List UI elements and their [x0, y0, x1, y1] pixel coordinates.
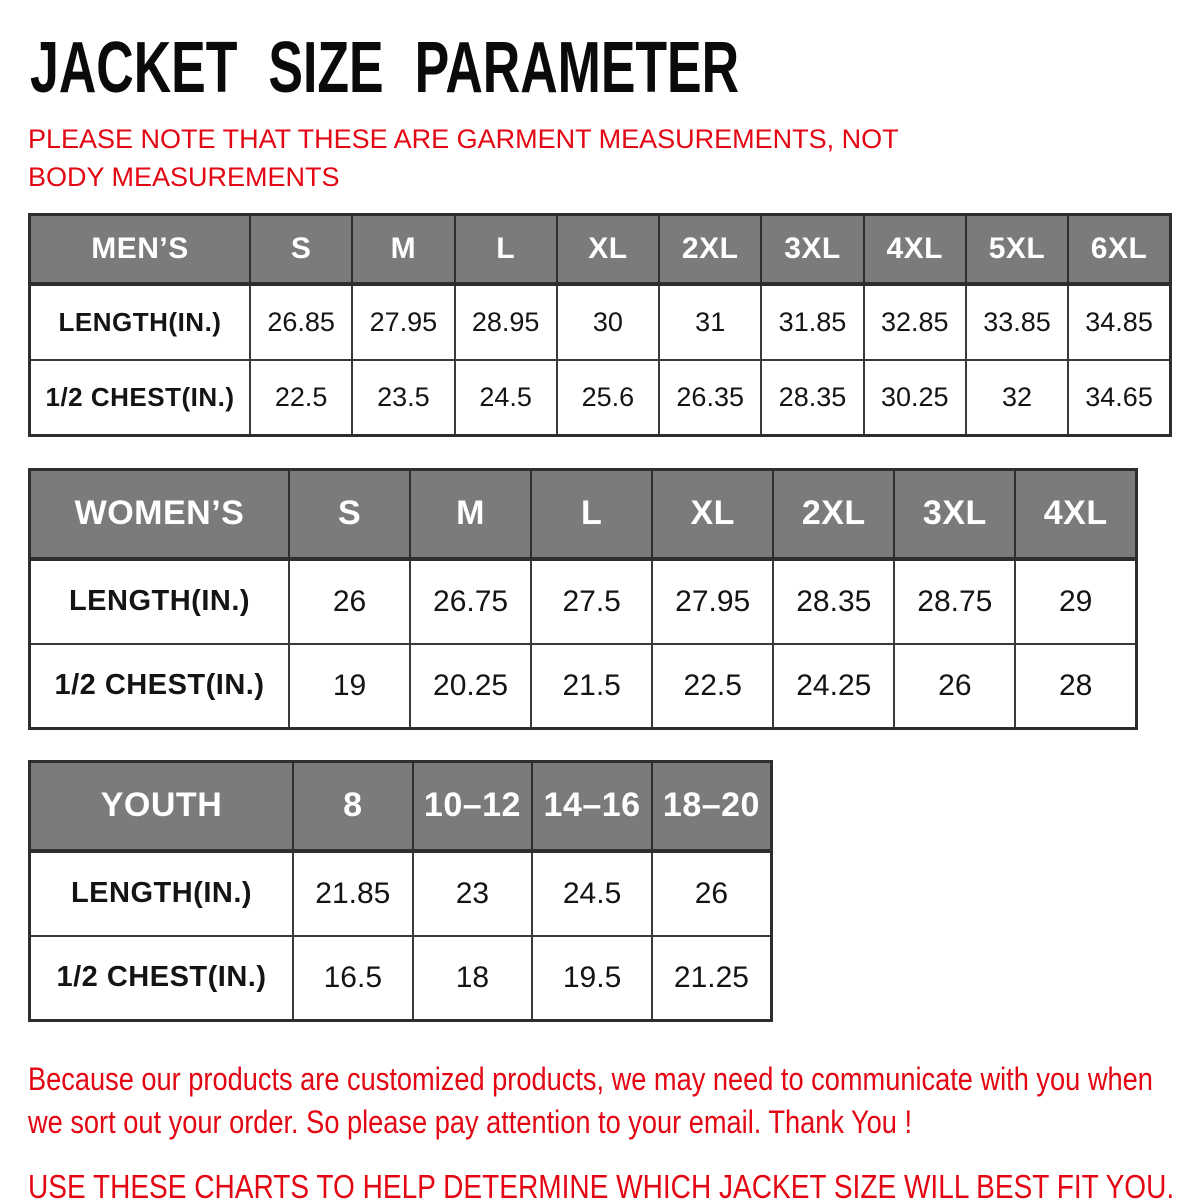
womens-group-header: WOMEN’S	[30, 469, 290, 559]
youth-size-column-header: 14–16	[532, 761, 652, 851]
womens-size-column-header: 2XL	[773, 469, 894, 559]
womens-size-value-cell: 27.5	[531, 559, 652, 644]
mens-size-table	[28, 213, 1172, 437]
womens-row-label: LENGTH(IN.)	[30, 559, 290, 644]
youth-size-value-cell: 18	[413, 936, 533, 1021]
mens-size-value-cell: 26.35	[659, 360, 761, 436]
youth-header-row	[30, 761, 772, 851]
mens-size-value-cell: 30.25	[864, 360, 966, 436]
youth-size-value-cell: 16.5	[293, 936, 413, 1021]
youth-group-header: YOUTH	[30, 761, 294, 851]
chart-usage-note: USE THESE CHARTS TO HELP DETERMINE WHICH JACKET SIZE WILL BEST FIT YOU.	[28, 1167, 1175, 1200]
youth-size-table	[28, 760, 773, 1022]
mens-size-value-cell: 24.5	[455, 360, 557, 436]
womens-size-value-cell: 26	[894, 644, 1015, 729]
mens-group-header: MEN’S	[30, 214, 251, 284]
womens-size-value-cell: 24.25	[773, 644, 894, 729]
mens-size-value-cell: 31	[659, 284, 761, 360]
mens-size-column-header: 6XL	[1068, 214, 1170, 284]
youth-size-value-cell: 21.25	[652, 936, 772, 1021]
mens-size-value-cell: 23.5	[352, 360, 454, 436]
womens-size-column-header: 3XL	[894, 469, 1015, 559]
youth-measurement-row	[30, 936, 772, 1021]
youth-size-value-cell: 21.85	[293, 851, 413, 936]
womens-size-value-cell: 27.95	[652, 559, 773, 644]
womens-size-value-cell: 19	[289, 644, 410, 729]
mens-size-column-header: 2XL	[659, 214, 761, 284]
mens-size-value-cell: 32.85	[864, 284, 966, 360]
mens-size-value-cell: 30	[557, 284, 659, 360]
womens-size-column-header: 4XL	[1015, 469, 1136, 559]
mens-size-value-cell: 26.85	[250, 284, 352, 360]
womens-row-label: 1/2 CHEST(IN.)	[30, 644, 290, 729]
youth-size-value-cell: 24.5	[532, 851, 652, 936]
youth-size-column-header: 8	[293, 761, 413, 851]
mens-header-row	[30, 214, 1171, 284]
womens-size-value-cell: 21.5	[531, 644, 652, 729]
mens-size-value-cell: 34.65	[1068, 360, 1170, 436]
womens-header-row	[30, 469, 1137, 559]
youth-row-label: LENGTH(IN.)	[30, 851, 294, 936]
womens-size-value-cell: 22.5	[652, 644, 773, 729]
youth-size-column-header: 10–12	[413, 761, 533, 851]
youth-size-value-cell: 23	[413, 851, 533, 936]
mens-size-value-cell: 28.35	[761, 360, 863, 436]
womens-size-value-cell: 26	[289, 559, 410, 644]
mens-size-value-cell: 34.85	[1068, 284, 1170, 360]
youth-size-value-cell: 19.5	[532, 936, 652, 1021]
womens-size-value-cell: 28.75	[894, 559, 1015, 644]
mens-size-value-cell: 31.85	[761, 284, 863, 360]
youth-size-value-cell: 26	[652, 851, 772, 936]
womens-size-column-header: XL	[652, 469, 773, 559]
mens-size-column-header: XL	[557, 214, 659, 284]
mens-size-value-cell: 33.85	[966, 284, 1068, 360]
mens-size-column-header: 4XL	[864, 214, 966, 284]
womens-size-column-header: L	[531, 469, 652, 559]
womens-size-column-header: S	[289, 469, 410, 559]
womens-measurement-row	[30, 644, 1137, 729]
mens-size-column-header: 5XL	[966, 214, 1068, 284]
womens-size-value-cell: 28.35	[773, 559, 894, 644]
page-title: JACKET SIZE PARAMETER	[30, 28, 740, 108]
youth-size-column-header: 18–20	[652, 761, 772, 851]
mens-size-value-cell: 28.95	[455, 284, 557, 360]
womens-size-value-cell: 20.25	[410, 644, 531, 729]
womens-size-column-header: M	[410, 469, 531, 559]
youth-row-label: 1/2 CHEST(IN.)	[30, 936, 294, 1021]
mens-size-column-header: S	[250, 214, 352, 284]
garment-measurement-note: PLEASE NOTE THAT THESE ARE GARMENT MEASUREMENTS, NOT BODY MEASUREMENTS	[28, 124, 899, 193]
customization-notice: Because our products are customized products, we may need to communicate with you when we sort out your order. So please pay attention to your email. Thank You !	[28, 1060, 1153, 1141]
mens-size-column-header: L	[455, 214, 557, 284]
mens-row-label: LENGTH(IN.)	[30, 284, 251, 360]
womens-size-value-cell: 29	[1015, 559, 1136, 644]
womens-measurement-row	[30, 559, 1137, 644]
womens-size-table	[28, 468, 1138, 730]
mens-measurement-row	[30, 360, 1171, 436]
mens-row-label: 1/2 CHEST(IN.)	[30, 360, 251, 436]
mens-size-value-cell: 32	[966, 360, 1068, 436]
womens-size-value-cell: 26.75	[410, 559, 531, 644]
mens-size-column-header: M	[352, 214, 454, 284]
mens-size-value-cell: 27.95	[352, 284, 454, 360]
mens-size-value-cell: 22.5	[250, 360, 352, 436]
mens-measurement-row	[30, 284, 1171, 360]
mens-size-value-cell: 25.6	[557, 360, 659, 436]
womens-size-value-cell: 28	[1015, 644, 1136, 729]
mens-size-column-header: 3XL	[761, 214, 863, 284]
youth-measurement-row	[30, 851, 772, 936]
